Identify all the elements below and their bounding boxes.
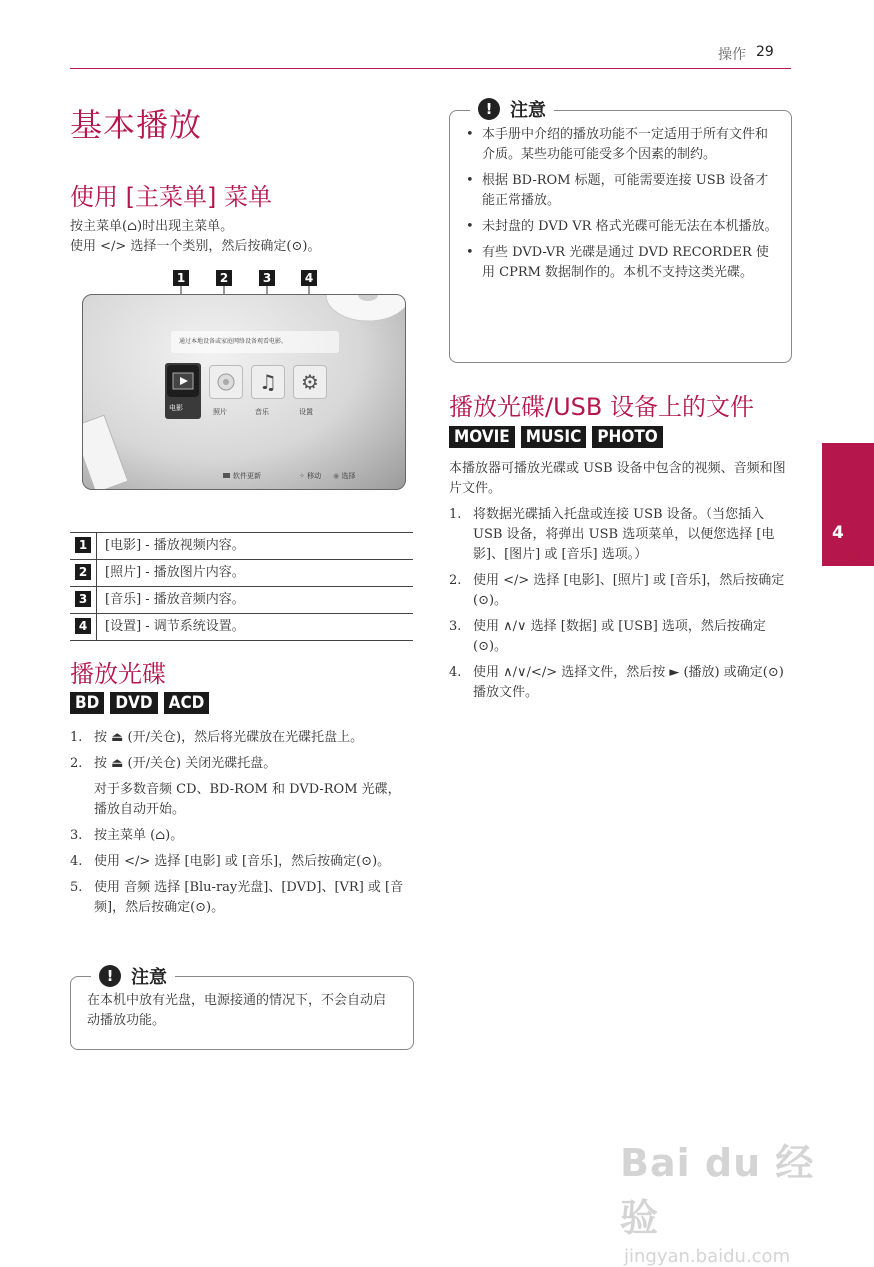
footer-update: 软件更新 [223,471,261,483]
play-disc-steps [70,728,410,924]
chapter-side-tab [822,443,874,566]
files-intro: 本播放器可播放光碟或 USB 设备中包含的视频、音频和图片文件。 [449,461,786,496]
step-item: 2. 按 ⏏ (开/关仓) 关闭光碟托盘。 [70,756,277,771]
note-bullets [464,125,780,289]
baidu-watermark [620,1132,840,1267]
play-disc-heading: 播放光碟 [70,660,166,688]
main-menu-line2: 使用 </> 选择一个类别，然后按确定(⊙)。 [70,239,321,254]
home-menu-screen [82,294,406,490]
note-bullet: • 本手册中介绍的播放功能不一定适用于所有文件和介质。某些功能可能受多个因素的制约。 [464,125,780,165]
legend-key: 2 [75,564,91,580]
step-item: 1. 按 ⏏ (开/关仓)，然后将光碟放在光碟托盘上。 [70,730,364,745]
legend-row [70,533,413,560]
badge-music: MUSIC [521,426,587,448]
badge-photo: PHOTO [592,426,662,448]
step-item: 4. 使用 ∧/∨/</> 选择文件，然后按 ► (播放) 或确定(⊙) 播放文件。 [449,665,784,700]
legend-row [70,614,413,641]
exclamation-icon: ! [99,965,121,987]
menu-item-label: 电影 [169,404,183,412]
gear-icon: ⚙ [293,365,327,399]
badge-bd: BD [70,692,104,714]
legend-text: [电影] - 播放视频内容。 [97,533,414,560]
callout-3: 3 [259,270,275,286]
note-bullet: • 根据 BD-ROM 标题，可能需要连接 USB 设备才能正常播放。 [464,171,780,211]
badge-acd: ACD [164,692,210,714]
legend-key: 1 [75,537,91,553]
footer-select: ◉ 选择 [333,472,356,480]
watermark-brand: Bai du 经验 [620,1141,815,1240]
footer-move: ✧ 移动 [299,472,322,480]
legend-key: 3 [75,591,91,607]
menu-item-music[interactable] [251,365,287,417]
film-icon [167,365,199,397]
step-item: 3. 按主菜单 (⌂)。 [70,828,184,843]
step-item: 1. 将数据光碟插入托盘或连接 USB 设备。（当您插入 USB 设备，将弹出 USB 选项菜单，以便您选择 [电影]、[图片] 或 [音乐] 选项。） [449,507,775,562]
chapter-number: 4 [832,523,844,543]
badge-movie: MOVIE [449,426,515,448]
left-note-box [70,967,414,1050]
main-menu-text [70,217,420,257]
menu-message-bar: 通过本地设备或家庭网络设备观看电影。 [171,331,339,353]
page-number: 29 [756,44,774,60]
right-note-box [449,100,792,363]
callout-1: 1 [173,270,189,286]
disc-decoration [323,294,406,325]
legend-text: [照片] - 播放图片内容。 [97,560,414,587]
badge-dvd: DVD [110,692,157,714]
step-item: 2. 使用 </> 选择 [电影]、[照片] 或 [音乐]，然后按确定(⊙)。 [449,573,785,608]
callout-4: 4 [301,270,317,286]
menu-item-movie[interactable] [165,363,201,419]
note-title: ! 注意 [470,96,554,122]
screen-footer [223,471,403,483]
header-rule [70,68,791,69]
note-text: 在本机中放有光盘，电源接通的情况下，不会自动启动播放功能。 [87,993,387,1028]
step-item: 5. 使用 音频 选择 [Blu-ray光盘]、[DVD]、[VR] 或 [音频]，然后按确定(⊙)。 [70,880,404,915]
files-steps [449,505,789,709]
exclamation-icon: ! [478,98,500,120]
callout-2: 2 [216,270,232,286]
photo-icon [209,365,243,399]
legend-text: [音乐] - 播放音频内容。 [97,587,414,614]
main-menu-line1: 按主菜单(⌂)时出现主菜单。 [70,219,234,234]
header-section: 操作 [718,47,746,63]
menu-item-label: 照片 [213,408,227,416]
chapter-label: 操作 [829,551,860,563]
step-item: 3. 使用 ∧/∨ 选择 [数据] 或 [USB] 选项，然后按确定(⊙)。 [449,619,766,654]
music-icon: ♫ [251,365,285,399]
note-title: ! 注意 [91,963,175,989]
step-item: 对于多数音频 CD、BD-ROM 和 DVD-ROM 光碟，播放自动开始。 [94,782,401,817]
menu-item-photo[interactable] [209,365,245,417]
step-item: 4. 使用 </> 选择 [电影] 或 [音乐]，然后按确定(⊙)。 [70,854,391,869]
menu-item-settings[interactable] [293,365,329,417]
menu-item-label: 设置 [299,408,313,416]
page-title: 基本播放 [70,106,203,144]
legend-key: 4 [75,618,91,634]
menu-item-label: 音乐 [255,408,269,416]
main-menu-heading: 使用 [主菜单] 菜单 [70,183,272,211]
notepad-decoration [82,413,127,490]
legend-text: [设置] - 调节系统设置。 [97,614,414,641]
menu-legend-table [70,532,413,641]
page-header [718,44,798,64]
files-badges [449,426,669,448]
note-bullet: • 有些 DVD-VR 光碟是通过 DVD RECORDER 使用 CPRM 数据制作的。本机不支持这类光碟。 [464,243,780,283]
watermark-url: jingyan.baidu.com [624,1246,791,1267]
files-heading: 播放光碟/USB 设备上的文件 [449,393,754,421]
note-bullet: • 未封盘的 DVD VR 格式光碟可能无法在本机播放。 [464,217,780,237]
legend-row [70,560,413,587]
play-disc-badges [70,692,215,714]
legend-row [70,587,413,614]
